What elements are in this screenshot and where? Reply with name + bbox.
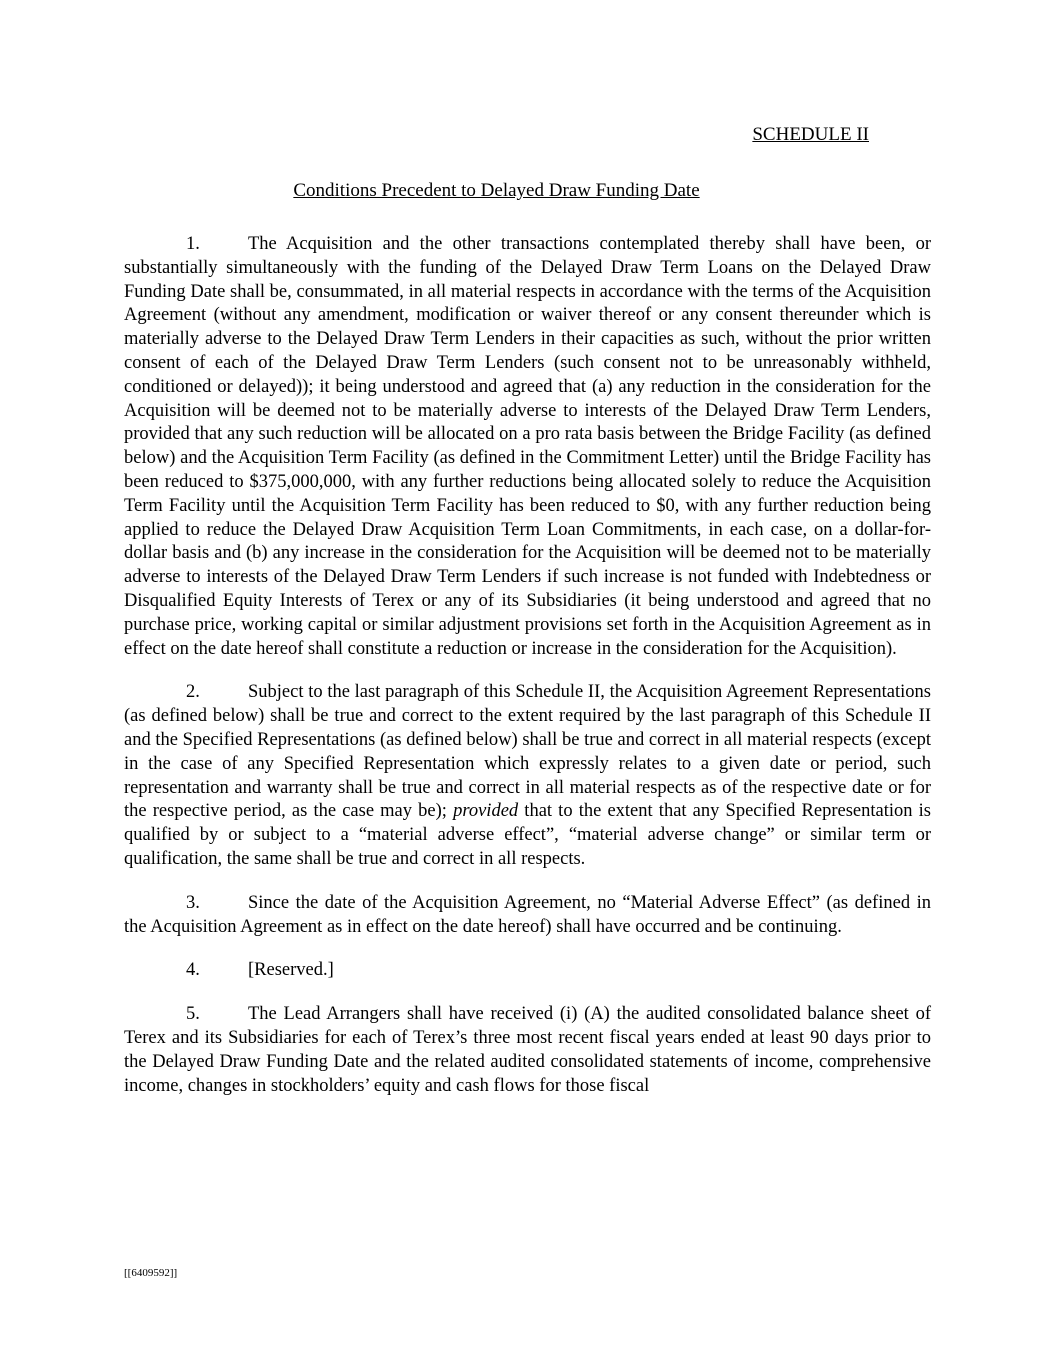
paragraph-1 bbox=[124, 233, 931, 661]
paragraph-4 bbox=[124, 959, 931, 983]
paragraph-2 bbox=[124, 681, 931, 871]
paragraph-text: Subject to the last paragraph of this Schedule II, the Acquisition Agreement Representations (as defined below) shall be true and correct to the extent required by the last paragraph of this Schedule II and the Specified Representations (as defined below) shall be true and correct in all material respects (except in the case of any Specified Representation which expressly relates to a given date or period, such representation and warranty shall be true and correct in all material respects as of the respective date or for the respective period, as the case may be); bbox=[124, 682, 931, 822]
paragraph-italic-term: provided bbox=[453, 801, 519, 822]
paragraph-number: 5. bbox=[186, 1004, 200, 1025]
document-body bbox=[124, 233, 931, 1118]
paragraph-text: The Lead Arrangers shall have received (i) (A) the audited consolidated balance sheet of Terex and its Subsidiaries for each of Terex’s three most recent fiscal years ended at least 90 days prior to the Delayed Draw Funding Date and the related audited consolidated statements of income, comprehensive income, changes in stockholders’ equity and cash flows for those fiscal bbox=[124, 1004, 931, 1096]
paragraph-3 bbox=[124, 892, 931, 940]
paragraph-text: The Acquisition and the other transactions contemplated thereby shall have been, or substantially simultaneously with the funding of the Delayed Draw Term Loans on the Delayed Draw Funding Date shall be, consummated, in all material respects in accordance with the terms of the Acquisition Agreement (without any amendment, modification or waiver thereof or any consent thereunder which is materially adverse to the Delayed Draw Term Lenders in their capacities as such, without the prior written consent of each of the Delayed Draw Term Lenders (such consent not to be unreasonably withheld, conditioned or delayed)); it being understood and agreed that (a) any reduction in the consideration for the Acquisition will be deemed not to be materially adverse to interests of the Delayed Draw Term Lenders, provided that any such reduction will be allocated on a pro rata basis between the Bridge Facility (as defined below) and the Acquisition Term Facility (as defined in the Commitment Letter) until the Bridge Facility has been reduced to $375,000,000, with any further reductions being allocated solely to reduce the Acquisition Term Facility until the Acquisition Term Facility has been reduced to $0, with any further reduction being applied to reduce the Delayed Draw Acquisition Term Loan Commitments, in each case, on a dollar-for-dollar basis and (b) any increase in the consideration for the Acquisition will be deemed not to be materially adverse to interests of the Delayed Draw Term Lenders if such increase is not funded with Indebtedness or Disqualified Equity Interests of Terex or any of its Subsidiaries (it being understood and agreed that no purchase price, working capital or similar adjustment provisions set forth in the Acquisition Agreement as in effect on the date hereof shall constitute a reduction or increase in the consideration for the Acquisition). bbox=[124, 234, 931, 659]
paragraph-number: 4. bbox=[186, 960, 200, 981]
document-id-footer: [[6409592]] bbox=[124, 1267, 178, 1279]
paragraph-text: [Reserved.] bbox=[248, 960, 334, 981]
paragraph-number: 2. bbox=[186, 682, 200, 703]
paragraph-number: 1. bbox=[186, 234, 200, 254]
document-title: Conditions Precedent to Delayed Draw Funding Date bbox=[293, 180, 700, 201]
schedule-heading: SCHEDULE II bbox=[752, 124, 869, 145]
paragraph-text-continued: that to the extent that any Specified Representation is qualified by or subject to a “material adverse effect”, “material adverse change” or similar term or qualification, the same shall be true and correct in all respects. bbox=[124, 801, 931, 869]
paragraph-text: Since the date of the Acquisition Agreement, no “Material Adverse Effect” (as defined in the Acquisition Agreement as in effect on the date hereof) shall have occurred and be continuing. bbox=[124, 892, 931, 937]
paragraph-number: 3. bbox=[186, 892, 200, 913]
paragraph-5 bbox=[124, 1003, 931, 1098]
